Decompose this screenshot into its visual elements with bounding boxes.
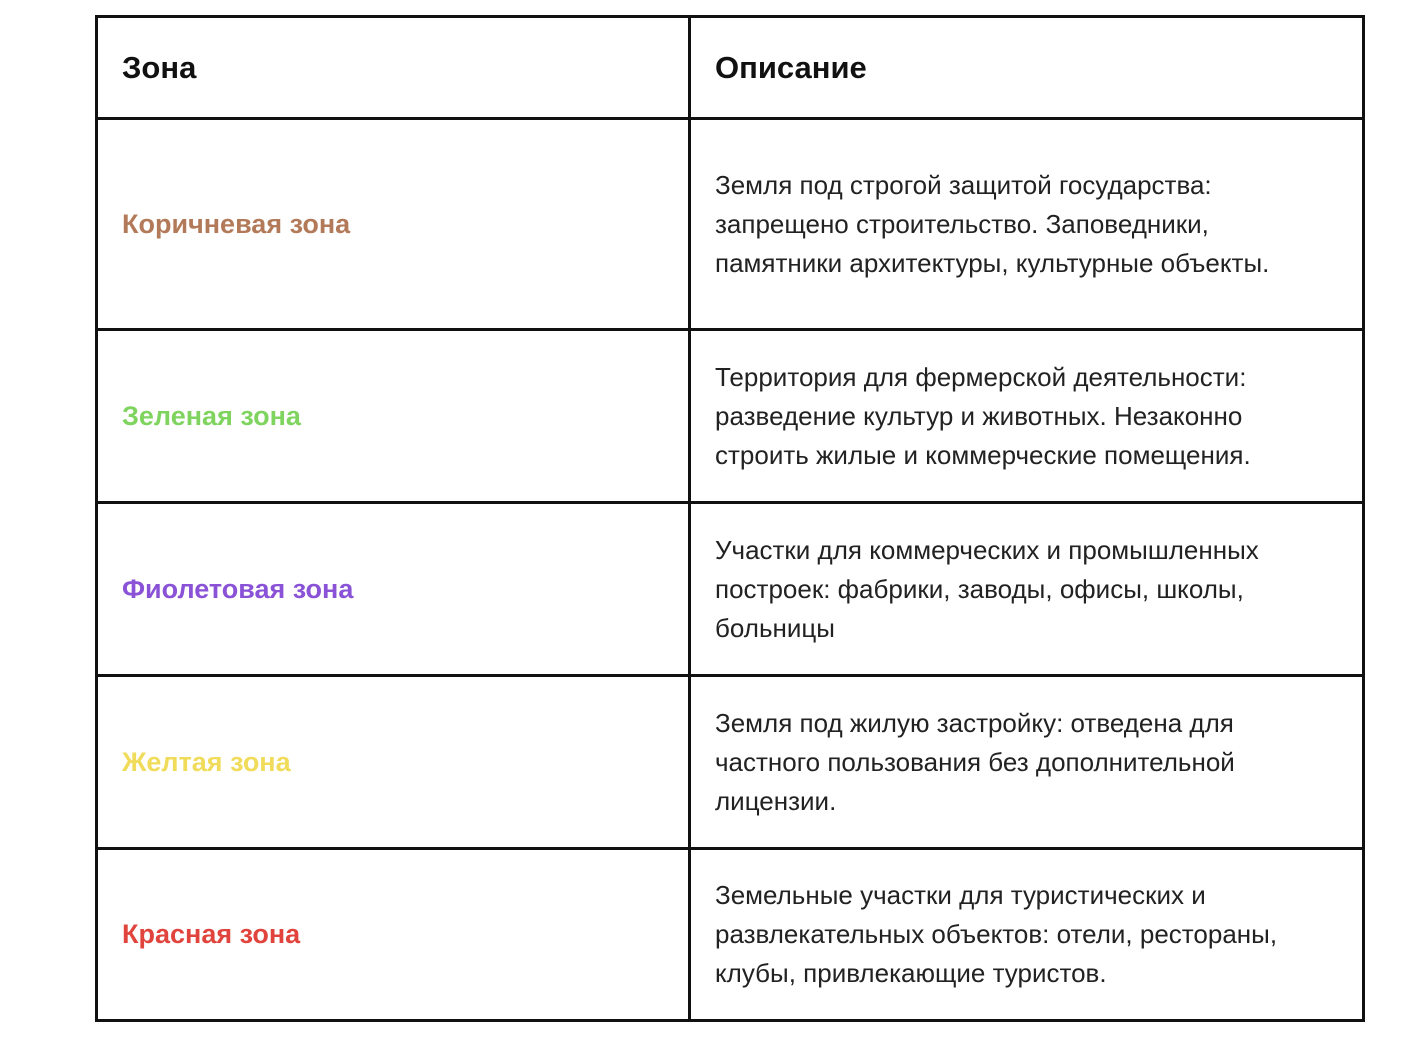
zones-table: [95, 15, 1365, 1022]
zone-description: Земля под строгой защитой государства: запрещено строительство. Заповедники, памятники архитектуры, культурные объекты.: [690, 119, 1364, 330]
zone-name-purple: Фиолетовая зона: [97, 503, 690, 676]
zone-description: Земельные участки для туристических и развлекательных объектов: отели, рестораны, клубы, привлекающие туристов.: [690, 849, 1364, 1021]
zone-description: Территория для фермерской деятельности: разведение культур и животных. Незаконно строить жилые и коммерческие помещения.: [690, 330, 1364, 503]
zone-name-red: Красная зона: [97, 849, 690, 1021]
zone-description: Земля под жилую застройку: отведена для частного пользования без дополнительной лицензии.: [690, 676, 1364, 849]
header-zone: Зона: [97, 17, 690, 119]
table-row: [97, 849, 1364, 1021]
table-header-row: [97, 17, 1364, 119]
table-row: [97, 119, 1364, 330]
zone-name-green: Зеленая зона: [97, 330, 690, 503]
table-row: [97, 330, 1364, 503]
table-row: [97, 676, 1364, 849]
zone-name-brown: Коричневая зона: [97, 119, 690, 330]
zone-name-yellow: Желтая зона: [97, 676, 690, 849]
header-description: Описание: [690, 17, 1364, 119]
table-row: [97, 503, 1364, 676]
zone-description: Участки для коммерческих и промышленных построек: фабрики, заводы, офисы, школы, больницы: [690, 503, 1364, 676]
